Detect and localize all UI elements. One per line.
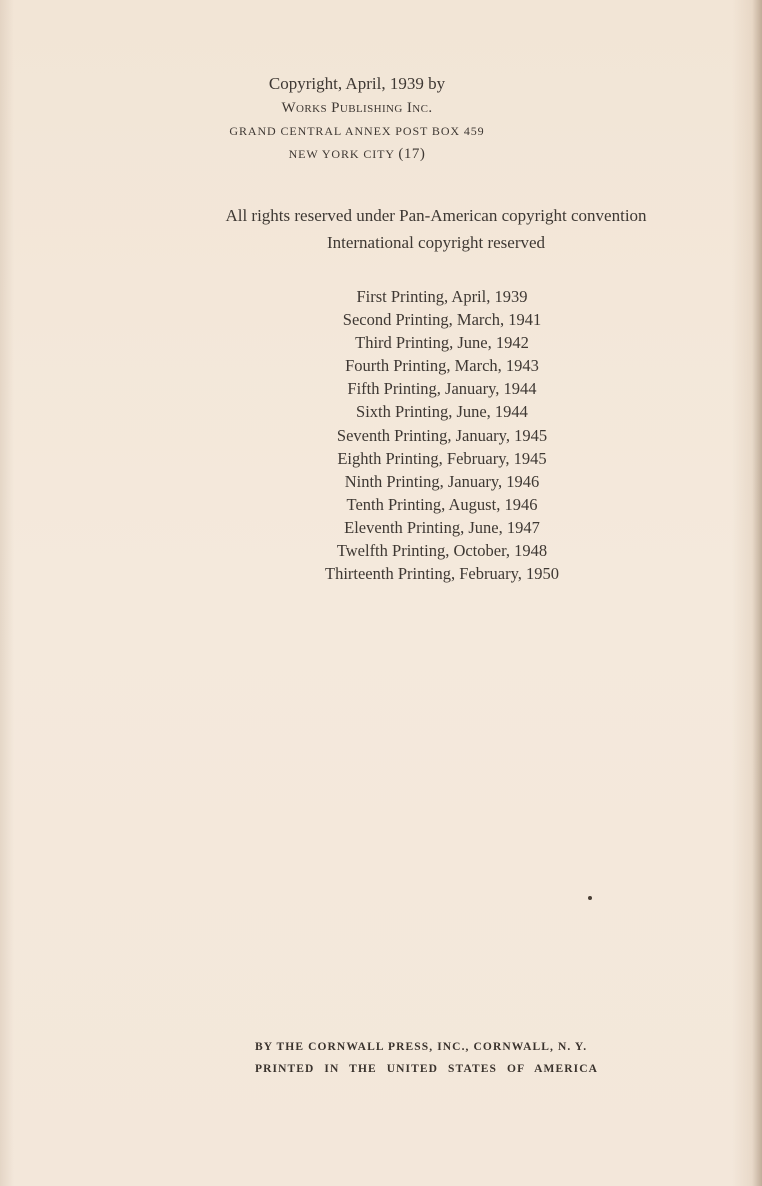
printing-line: Sixth Printing, June, 1944 — [356, 402, 528, 422]
printing-line: Eleventh Printing, June, 1947 — [344, 517, 540, 537]
printer-imprint — [255, 1036, 625, 1080]
printing-line: Tenth Printing, August, 1946 — [346, 494, 538, 514]
printer-line-1: BY THE CORNWALL PRESS, INC., CORNWALL, N. Y. — [255, 1041, 588, 1053]
printing-line: Second Printing, March, 1941 — [342, 310, 542, 330]
printing-line: Thirteenth Printing, February, 1950 — [324, 564, 559, 584]
printing-line: Eighth Printing, February, 1945 — [337, 448, 547, 468]
printing-line: Twelfth Printing, October, 1948 — [336, 541, 548, 561]
rights-block — [186, 202, 686, 256]
rights-line-2: International copyright reserved — [326, 233, 546, 252]
publisher-city-zone: (17) — [398, 146, 426, 162]
printing-line: Ninth Printing, January, 1946 — [344, 471, 540, 491]
publisher-name: Works Publishing Inc. — [281, 100, 433, 116]
rights-line-1: All rights reserved under Pan-American copyright convention — [225, 206, 647, 225]
printing-line: First Printing, April, 1939 — [356, 287, 528, 306]
publisher-city: NEW YORK CITY — [288, 147, 395, 161]
printer-line-2: PRINTED IN THE UNITED STATES OF AMERICA — [255, 1063, 599, 1075]
printing-history — [296, 285, 588, 585]
printing-line: Fourth Printing, March, 1943 — [345, 356, 539, 376]
ink-speck — [588, 896, 592, 900]
printing-line: Seventh Printing, January, 1945 — [336, 425, 548, 445]
publisher-city-line — [137, 143, 577, 166]
printing-line: Third Printing, June, 1942 — [355, 333, 529, 353]
copyright-line: Copyright, April, 1939 by — [268, 74, 446, 93]
publisher-address: GRAND CENTRAL ANNEX POST BOX 459 — [229, 124, 485, 138]
printing-line: Fifth Printing, January, 1944 — [347, 379, 537, 399]
publisher-block — [137, 72, 577, 166]
